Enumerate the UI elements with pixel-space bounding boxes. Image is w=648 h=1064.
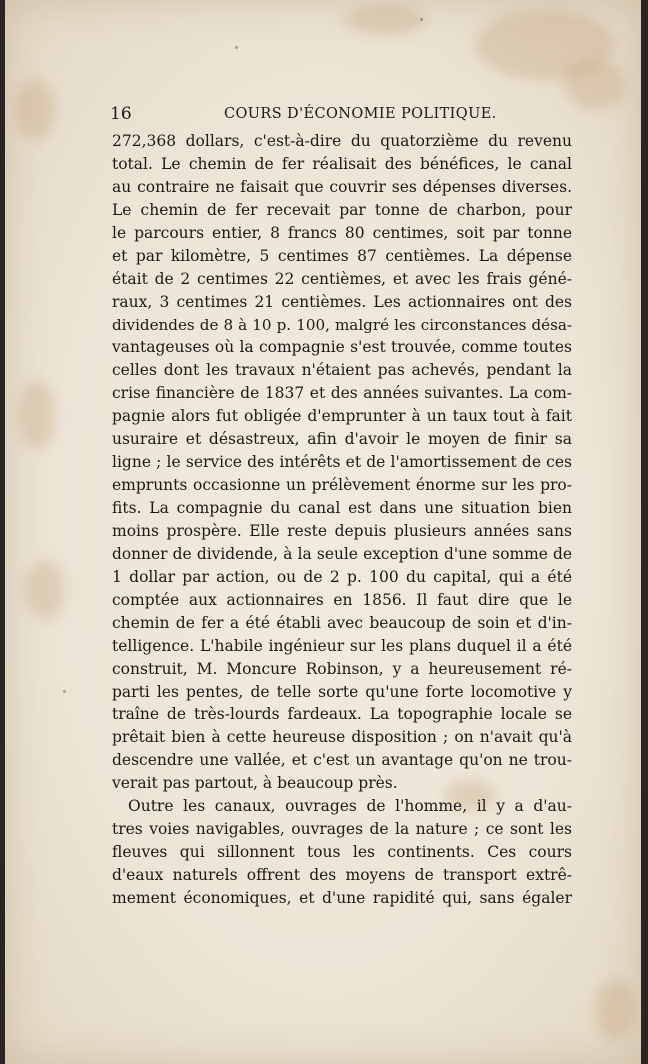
text-line: celles dont les travaux n'étaient pas achevés, pendant la [112,361,572,380]
running-header [110,104,578,126]
text-line: mement économiques, et d'une rapidité qui, sans égaler [112,888,572,907]
text-line: prêtait bien à cette heureuse disposition ; on n'avait qu'à [112,728,572,747]
text-line: 1 dollar par action, ou de 2 p. 100 du capital, qui a été [112,567,572,586]
age-stain [565,60,625,110]
text-line: chemin de fer a été établi avec beaucoup de soin et d'in- [112,613,572,632]
text-line: était de 2 centimes 22 centièmes, et avec les frais géné- [112,269,572,288]
text-line: crise financière de 1837 et des années suivantes. La com- [112,384,572,403]
age-stain [345,5,425,35]
speck [420,18,423,21]
age-stain [25,560,65,620]
speck [235,46,238,49]
paragraph-start-line: Outre les canaux, ouvrages de l'homme, il y a d'au- [128,797,572,816]
text-line: comptée aux actionnaires en 1856. Il faut dire que le [112,590,572,609]
page-number: 16 [110,104,132,124]
text-line: d'eaux naturels offrent des moyens de transport extrê- [112,866,572,884]
text-line: descendre une vallée, et c'est un avantage qu'on ne trou- [112,751,572,770]
text-line: tres voies navigables, ouvrages de la nature ; ce sont les [112,820,572,839]
running-title: COURS D'ÉCONOMIE POLITIQUE. [224,106,497,122]
text-line: total. Le chemin de fer réalisait des bénéfices, le canal [112,154,572,173]
text-line: raux, 3 centimes 21 centièmes. Les actionnaires ont des [112,292,572,311]
text-line: usuraire et désastreux, afin d'avoir le moyen de finir sa [112,430,572,449]
text-line: telligence. L'habile ingénieur sur les plans duquel il a été [112,636,572,655]
text-line: construit, M. Moncure Robinson, y a heureusement ré- [112,659,572,678]
text-line: parti les pentes, de telle sorte qu'une forte locomotive y [112,682,572,701]
text-line: emprunts occasionne un prélèvement énorme sur les pro- [112,476,572,495]
text-line: dividendes de 8 à 10 p. 100, malgré les circonstances désa- [112,315,572,334]
text-line: fleuves qui sillonnent tous les continents. Ces cours [112,843,572,862]
age-stain [595,980,635,1040]
text-line: au contraire ne faisait que couvrir ses dépenses diverses. [112,177,572,196]
text-line: traîne de très-lourds fardeaux. La topographie locale se [112,705,572,724]
age-stain [15,80,55,140]
text-line: donner de dividende, à la seule exception d'une somme de [112,544,572,563]
text-line: vantageuses où la compagnie s'est trouvée, comme toutes [112,338,572,357]
text-line: fits. La compagnie du canal est dans une situation bien [112,499,572,517]
text-line: le parcours entier, 8 francs 80 centimes, soit par tonne [112,223,572,242]
text-line: moins prospère. Elle reste depuis plusieurs années sans [112,521,572,540]
text-line: Le chemin de fer recevait par tonne de charbon, pour [112,200,572,219]
age-stain [19,380,55,450]
text-line: 272,368 dollars, c'est-à-dire du quatorzième du revenu [112,132,572,150]
text-line: pagnie alors fut obligée d'emprunter à un taux tout à fait [112,407,572,426]
speck [63,690,66,693]
text-line: ligne ; le service des intérêts et de l'amortissement de ces [112,453,572,472]
body-text [112,130,572,910]
text-line: et par kilomètre, 5 centimes 87 centièmes. La dépense [112,246,572,265]
paragraph-end-line: verait pas partout, à beaucoup près. [112,774,398,793]
